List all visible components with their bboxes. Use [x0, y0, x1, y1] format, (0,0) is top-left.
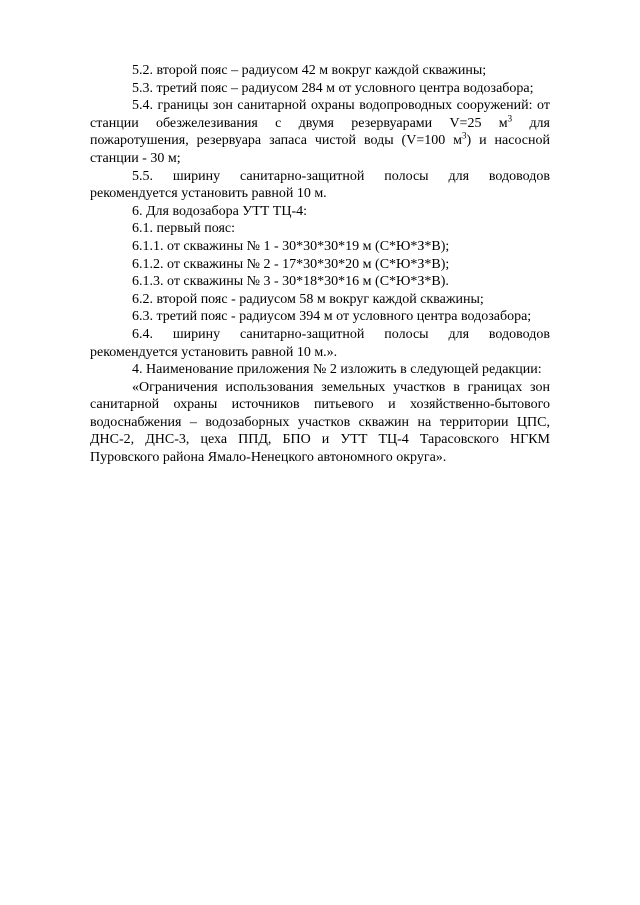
paragraph-5-5: 5.5. ширину санитарно-защитной полосы для водоводов рекомендуется установить равной 10 м. [90, 168, 550, 202]
paragraph-4: 4. Наименование приложения № 2 изложить в следующей редакции: [132, 362, 542, 378]
paragraph-6: 6. Для водозабора УТТ ТЦ-4: [132, 203, 308, 219]
document-body [90, 62, 550, 467]
paragraph-5-4-text-2: для пожаротушения, резервуара запаса чистой воды (V=100 м [90, 115, 550, 149]
paragraph-5-2: 5.2. второй пояс – радиусом 42 м вокруг каждой скважины; [132, 63, 487, 78]
paragraph-5-4-text-3: ) и насосной станции - 30 м; [90, 133, 551, 166]
superscript-cubic-1: 3 [507, 113, 513, 124]
paragraph-6-2: 6.2. второй пояс - радиусом 58 м вокруг каждой скважины; [132, 291, 484, 307]
paragraph-6-4: 6.4. ширину санитарно-защитной полосы для водоводов рекомендуется установить равной 10 м.». [90, 326, 550, 360]
paragraph-5-3: 5.3. третий пояс – радиусом 284 м от условного центра водозабора; [132, 80, 534, 96]
paragraph-6-1-2: 6.1.2. от скважины № 2 - 17*30*30*20 м (С*Ю*З*В); [132, 256, 450, 272]
paragraph-6-3: 6.3. третий пояс - радиусом 394 м от условного центра водозабора; [132, 309, 532, 325]
paragraph-6-1-1: 6.1.1. от скважины № 1 - 30*30*30*19 м (С*Ю*З*В); [132, 238, 450, 254]
paragraph-6-1-3: 6.1.3. от скважины № 3 - 30*18*30*16 м (С*Ю*З*В). [132, 274, 449, 290]
paragraph-6-1: 6.1. первый пояс: [132, 221, 235, 237]
superscript-cubic-2: 3 [462, 130, 467, 141]
paragraph-5-4-text-1: 5.4. границы зон санитарной охраны водопроводных сооружений: от станции обезжелезивания с двумя резервуарами V=25 м [90, 98, 550, 131]
paragraph-appendix-title: «Ограничения использования земельных участков в границах зон санитарной охраны источников питьевого и хозяйственно-бытового водоснабжения – водозаборных участков скважин на территории ЦПС, ДНС-2, ДНС-3, цеха ППД, БПО и УТТ ТЦ-4 Тарасовского НГКМ Пуровского района Ямало-Ненецкого автономного округа». [90, 379, 550, 466]
paragraph-5-4 [90, 97, 550, 167]
